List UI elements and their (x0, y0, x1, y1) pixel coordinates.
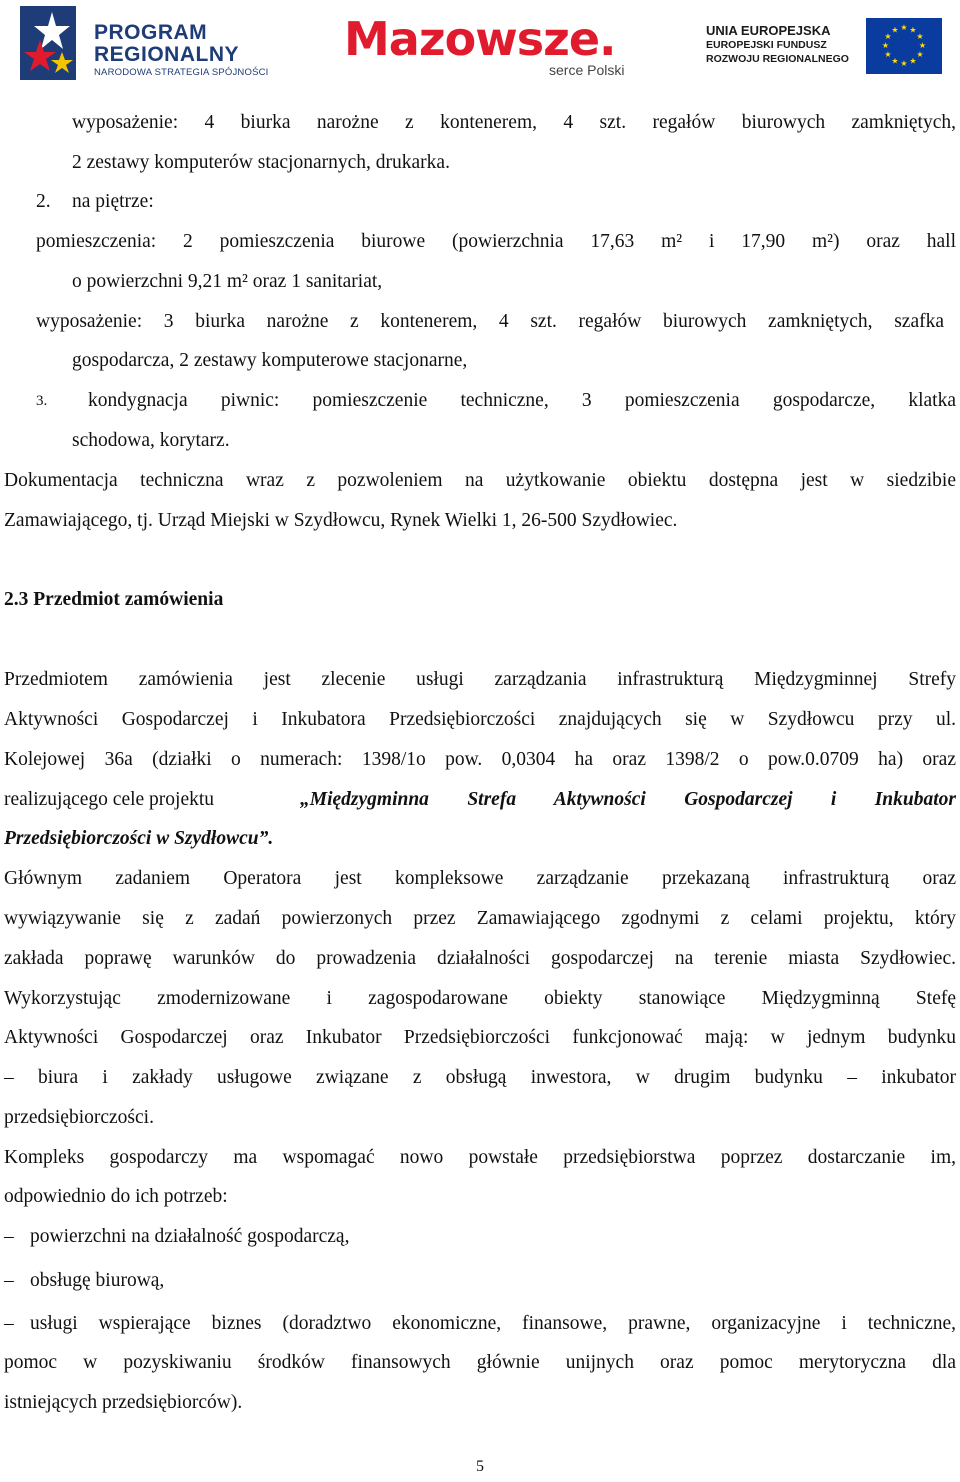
star-emblem-icon (20, 6, 76, 80)
list-number: 3. (36, 393, 48, 409)
program-regionalny-text (94, 22, 269, 79)
text-line: Aktywności Gospodarczej oraz Inkubator Przedsiębiorczości funkcjonować mają: w jednym budynku (4, 1027, 956, 1048)
eu-line1: UNIA EUROPEJSKA (706, 23, 831, 38)
bullet-dash: – (4, 1313, 14, 1334)
text-line: Kolejowej 36a (działki o numerach: 1398/1o pow. 0,0304 ha oraz 1398/2 o pow.0.0709 ha) oraz (4, 749, 956, 770)
text-line: Kompleks gospodarczy ma wspomagać nowo powstałe przedsiębiorstwa poprzez dostarczanie im, (4, 1147, 956, 1168)
project-title: „Międzygminna Strefa Aktywności Gospodarczej i Inkubator (300, 789, 956, 810)
text-line: realizującego cele projektu (4, 789, 215, 810)
list-number: 2. (36, 191, 51, 212)
svg-text:★: ★ (884, 50, 892, 59)
text-line: wywiązywanie się z zadań powierzonych przez Zamawiającego zgodnymi z celami projektu, który (4, 908, 956, 929)
section-heading: 2.3 Przedmiot zamówienia (4, 589, 224, 610)
svg-text:★: ★ (881, 41, 890, 50)
program-line: PROGRAM (94, 21, 208, 44)
regionalny-line: REGIONALNY (94, 43, 240, 66)
text-line: Przedmiotem zamówienia jest zlecenie usługi zarządzania infrastrukturą Międzygminnej Strefy (4, 669, 956, 690)
text-line: wyposażenie: 4 biurka narożne z kontenerem, 4 szt. regałów biurowych zamkniętych, (72, 112, 956, 133)
mazowsze-logo (344, 10, 644, 80)
mazowsze-tagline: serce Polski (549, 62, 625, 78)
project-title-end: Przedsiębiorczości w Szydłowcu”. (4, 828, 274, 849)
eu-line2: EUROPEJSKI FUNDUSZ (706, 39, 827, 51)
text-line: wyposażenie: 3 biurka narożne z kontenerem, 4 szt. regałów biurowych zamkniętych, szafka (36, 311, 944, 332)
svg-text:★: ★ (891, 56, 899, 66)
page-header (0, 0, 960, 90)
eu-logo (690, 18, 940, 78)
text-line: Wykorzystując zmodernizowane i zagospodarowane obiekty stanowiące Międzygminną Stefę (4, 988, 956, 1009)
text-line: odpowiednio do ich potrzeb: (4, 1186, 228, 1207)
text-line: Zamawiającego, tj. Urząd Miejski w Szydłowcu, Rynek Wielki 1, 26-500 Szydłowiec. (4, 510, 678, 531)
bullet-dash: – (4, 1270, 14, 1291)
text-line: na piętrze: (72, 191, 154, 212)
text-line: Głównym zadaniem Operatora jest kompleksowe zarządzanie przekazaną infrastrukturą oraz (4, 868, 956, 889)
svg-text:★: ★ (900, 23, 908, 32)
bullet-dash: – (4, 1226, 14, 1247)
eu-flag-icon (866, 18, 942, 74)
svg-text:★: ★ (891, 25, 899, 35)
text-line: zakłada poprawę warunków do prowadzenia działalności gospodarczej na terenie miasta Szydłowiec. (4, 948, 956, 969)
svg-text:★: ★ (900, 59, 908, 68)
page-number: 5 (476, 1458, 484, 1475)
text-line: gospodarcza, 2 zestawy komputerowe stacjonarne, (72, 350, 468, 371)
svg-text:★: ★ (916, 32, 924, 41)
svg-text:★: ★ (918, 41, 927, 50)
text-line: pomoc w pozyskiwaniu środków finansowych głównie unijnych oraz pomoc merytoryczna dla (4, 1352, 956, 1373)
text-line: istniejących przedsiębiorców). (4, 1392, 243, 1413)
text-line: kondygnacja piwnic: pomieszczenie techniczne, 3 pomieszczenia gospodarcze, klatka (88, 390, 956, 411)
mazowsze-wordmark: Mazowsze. (344, 12, 616, 66)
text-line: – biura i zakłady usługowe związane z obsługą inwestora, w drugim budynku – inkubator (4, 1067, 956, 1088)
svg-text:★: ★ (884, 32, 892, 41)
program-regionalny-logo (20, 6, 310, 84)
bullet-item: powierzchni na działalność gospodarczą, (30, 1226, 350, 1247)
text-line: pomieszczenia: 2 pomieszczenia biurowe (powierzchnia 17,63 m² i 17,90 m²) oraz hall (36, 231, 956, 252)
eu-line3: ROZWOJU REGIONALNEGO (706, 53, 849, 65)
text-line: Dokumentacja techniczna wraz z pozwoleniem na użytkowanie obiektu dostępna jest w siedzibie (4, 470, 956, 491)
bullet-item: obsługę biurową, (30, 1270, 165, 1291)
svg-text:★: ★ (916, 50, 924, 59)
text-line: o powierzchni 9,21 m² oraz 1 sanitariat, (72, 271, 383, 292)
strategia-line: NARODOWA STRATEGIA SPÓJNOŚCI (94, 67, 269, 78)
svg-text:★: ★ (909, 56, 917, 66)
text-line: przedsiębiorczości. (4, 1107, 154, 1128)
bullet-item: usługi wspierające biznes (doradztwo ekonomiczne, finansowe, prawne, organizacyjne i techniczne, (30, 1313, 956, 1334)
svg-text:★: ★ (909, 25, 917, 35)
text-line: schodowa, korytarz. (72, 430, 230, 451)
eu-text (706, 24, 849, 66)
text-line: Aktywności Gospodarczej i Inkubatora Przedsiębiorczości znajdujących się w Szydłowcu przy ul. (4, 709, 956, 730)
text-line: 2 zestawy komputerów stacjonarnych, drukarka. (72, 152, 450, 173)
